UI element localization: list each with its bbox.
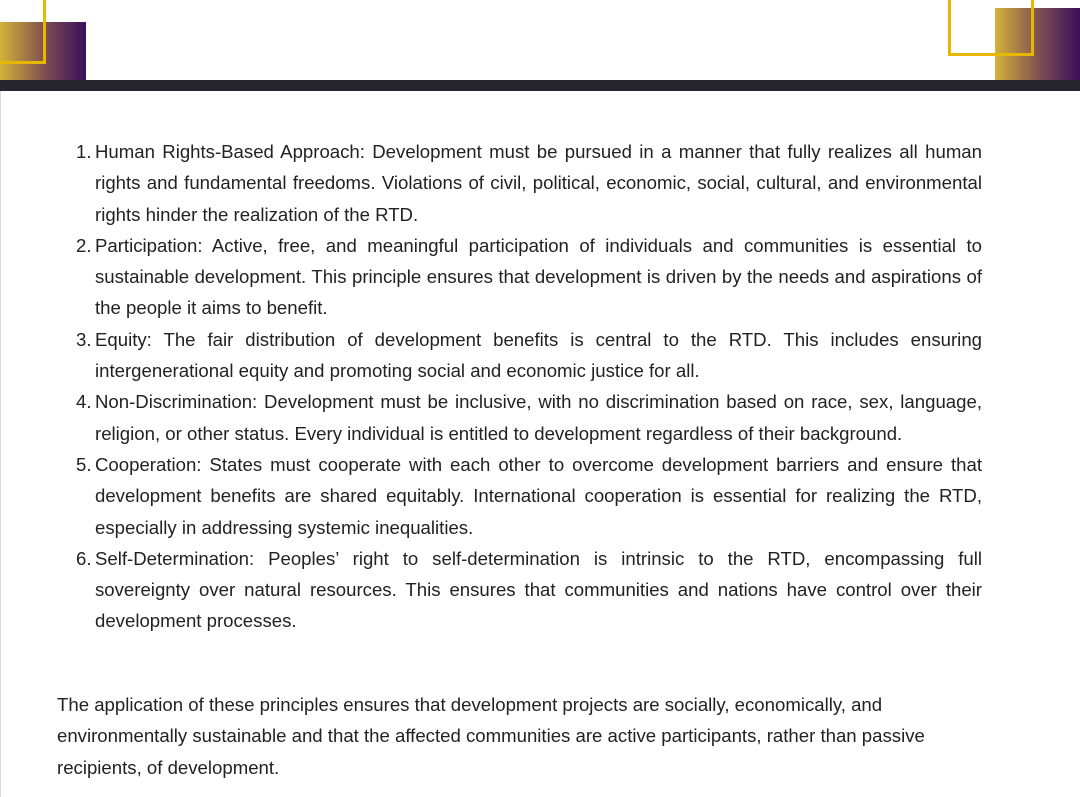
principle-number: 1. bbox=[76, 141, 92, 162]
principle-number: 4. bbox=[76, 391, 92, 413]
principle-number: 3. bbox=[76, 328, 92, 350]
corner-outline-right bbox=[948, 0, 1034, 56]
principle-item bbox=[76, 543, 982, 637]
principle-item bbox=[76, 324, 982, 387]
header-bar bbox=[0, 80, 1080, 91]
principle-number: 5. bbox=[76, 453, 92, 475]
principle-text: Self-Determination: Peoples’ right to self-determination is intrinsic to the RTD, encompassing full sovereignty over natural resources. This ensures that communities and nations have control over their development processes. bbox=[95, 547, 982, 632]
corner-outline-left bbox=[0, 0, 46, 64]
principle-number: 6. bbox=[76, 547, 92, 569]
conclusion-paragraph: The application of these principles ensures that development projects are socially, economically, and environmentally sustainable and that the affected communities are active participants, rather than passive recipients, of development. bbox=[57, 694, 925, 778]
principle-text: Equity: The fair distribution of development benefits is central to the RTD. This includes ensuring intergenerational equity and promoting social and economic justice for all. bbox=[95, 328, 982, 382]
principle-text: Participation: Active, free, and meaningful participation of individuals and communities is essential to sustainable development. This principle ensures that development is driven by the needs and aspirations of the people it aims to benefit. bbox=[95, 234, 982, 319]
principles-list bbox=[76, 136, 982, 637]
principle-text: Human Rights-Based Approach: Development must be pursued in a manner that fully realizes all human rights and fundamental freedoms. Violations of civil, political, economic, social, cultural, and environmental rights hinder the realization of the RTD. bbox=[95, 141, 982, 225]
principle-number: 2. bbox=[76, 234, 92, 256]
principle-item bbox=[76, 136, 982, 230]
page-edge bbox=[0, 91, 1, 797]
principle-text: Non-Discrimination: Development must be inclusive, with no discrimination based on race, sex, language, religion, or other status. Every individual is entitled to development regardless of their background. bbox=[95, 391, 982, 444]
principle-item bbox=[76, 449, 982, 543]
principle-text: Cooperation: States must cooperate with each other to overcome development barriers and ensure that development benefits are shared equitably. International cooperation is essential for realizing the RTD, especially in addressing systemic inequalities. bbox=[95, 453, 982, 538]
principle-item bbox=[76, 230, 982, 324]
principle-item bbox=[76, 386, 982, 449]
